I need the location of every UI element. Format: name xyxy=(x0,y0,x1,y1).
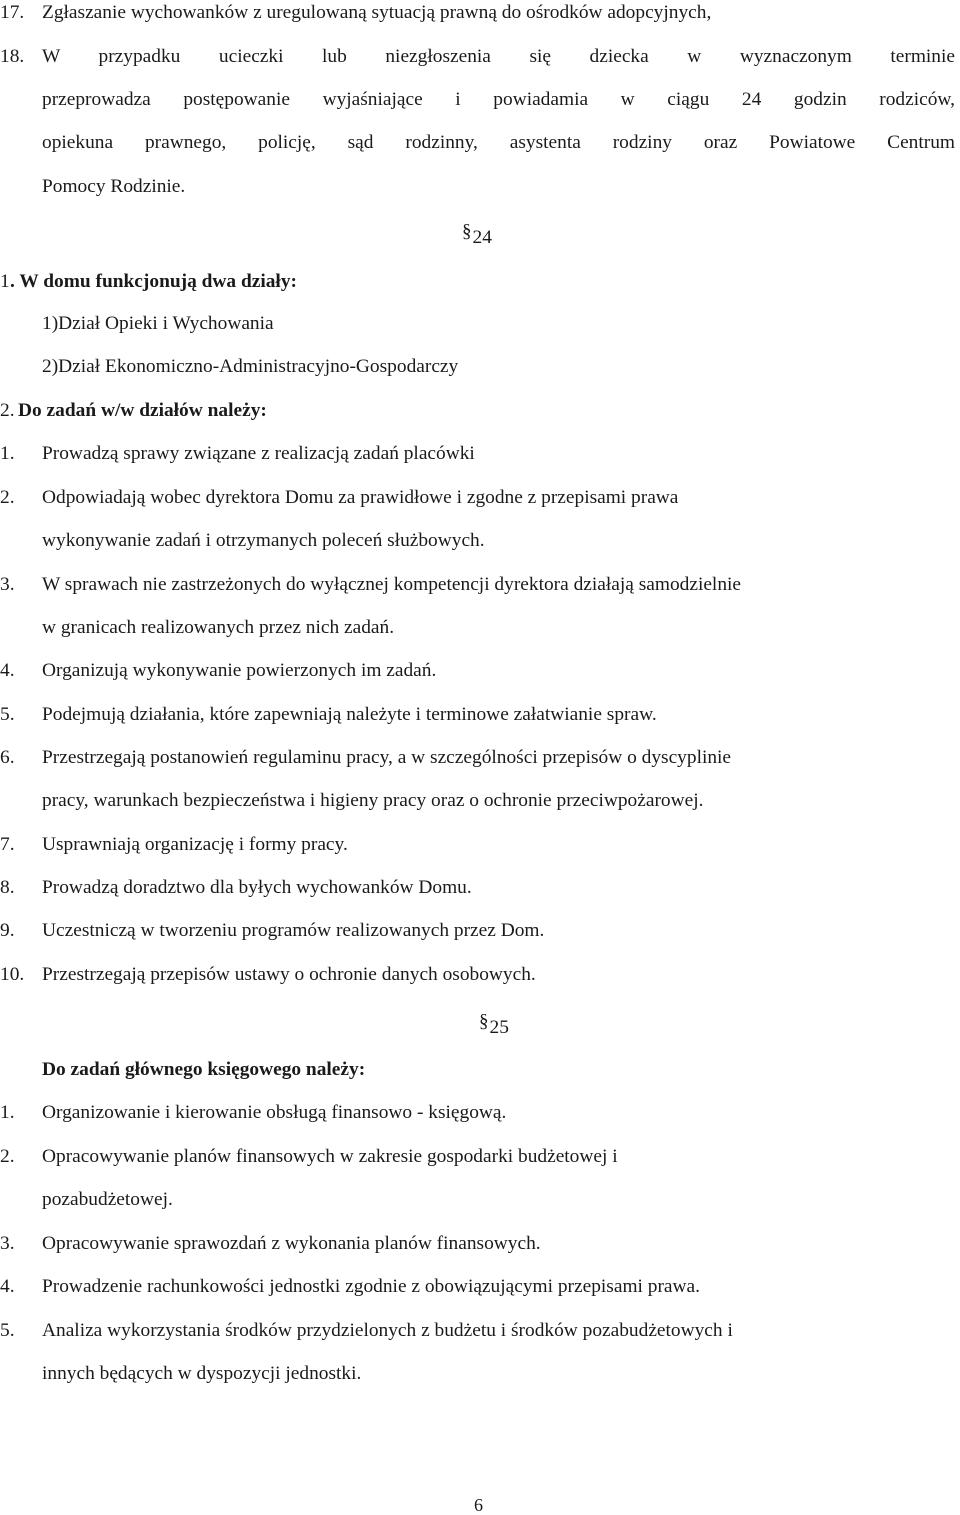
list-item-text: Przestrzegają przepisów ustawy o ochronie danych osobowych. xyxy=(42,964,536,985)
list-item-text: Uczestniczą w tworzeniu programów realizowanych przez Dom. xyxy=(42,920,545,941)
list-number: 10. xyxy=(0,964,25,985)
list-item-text: Organizują wykonywanie powierzonych im zadań. xyxy=(42,660,437,681)
section-heading xyxy=(462,222,492,247)
paragraph-number: 1 xyxy=(0,271,10,292)
list-number: 5. xyxy=(0,1320,15,1341)
list-item-text: Pomocy Rodzinie. xyxy=(42,176,186,197)
list-item-text: Podejmują działania, które zapewniają należyte i terminowe załatwianie spraw. xyxy=(42,704,657,725)
list-item-text: Zgłaszanie wychowanków z uregulowaną sytuacją prawną do ośrodków adopcyjnych, xyxy=(42,2,712,23)
list-item-text: Opracowywanie planów finansowych w zakresie gospodarki budżetowej i xyxy=(42,1146,618,1167)
paragraph-number: 2. xyxy=(0,400,15,421)
section-number: 25 xyxy=(489,1017,509,1038)
list-item-text: wykonywanie zadań i otrzymanych poleceń służbowych. xyxy=(42,530,485,551)
paragraph-heading: Do zadań w/w działów należy: xyxy=(18,400,267,421)
section-heading xyxy=(479,1012,509,1037)
list-number: 9. xyxy=(0,920,15,941)
list-number: 1. xyxy=(0,1102,15,1123)
list-item-text: Usprawniają organizację i formy pracy. xyxy=(42,834,348,855)
list-item-text: pracy, warunkach bezpieczeństwa i higieny pracy oraz o ochronie przeciwpożarowej. xyxy=(42,790,704,811)
list-number: 3. xyxy=(0,574,15,595)
list-item-text: Odpowiadają wobec dyrektora Domu za prawidłowe i zgodne z przepisami prawa xyxy=(42,487,679,508)
section-number: 24 xyxy=(472,227,492,248)
section-symbol: § xyxy=(462,221,472,242)
list-number: 2. xyxy=(0,1146,15,1167)
list-item-text: Opracowywanie sprawozdań z wykonania planów finansowych. xyxy=(42,1233,541,1254)
list-item-text: w granicach realizowanych przez nich zadań. xyxy=(42,617,395,638)
list-number: 6. xyxy=(0,747,15,768)
section-symbol: § xyxy=(479,1011,489,1032)
list-number: 5. xyxy=(0,704,15,725)
list-number: 7. xyxy=(0,834,15,855)
list-number: 8. xyxy=(0,877,15,898)
list-number: 2. xyxy=(0,487,15,508)
list-item-text: pozabudżetowej. xyxy=(42,1189,173,1210)
list-item-text: W przypadku ucieczki lub niezgłoszenia się dziecka w wyznaczonym terminie xyxy=(42,46,955,67)
list-number: 18. xyxy=(0,46,25,67)
list-item-text: Organizowanie i kierowanie obsługą finansowo - księgową. xyxy=(42,1102,507,1123)
list-item-text: Analiza wykorzystania środków przydzielonych z budżetu i środków pozabudżetowych i xyxy=(42,1320,733,1341)
page-number: 6 xyxy=(474,1495,483,1515)
list-item-text: Prowadzą doradztwo dla byłych wychowanków Domu. xyxy=(42,877,472,898)
paragraph-heading: Do zadań głównego księgowego należy: xyxy=(42,1059,366,1080)
list-number: 1. xyxy=(0,443,15,464)
list-item-text: Prowadzenie rachunkowości jednostki zgodnie z obowiązującymi przepisami prawa. xyxy=(42,1276,700,1297)
list-number: 3. xyxy=(0,1233,15,1254)
list-number: 17. xyxy=(0,2,25,23)
list-item-text: przeprowadza postępowanie wyjaśniające i powiadamia w ciągu 24 godzin rodziców, xyxy=(42,89,955,110)
list-item-text: Przestrzegają postanowień regulaminu pracy, a w szczególności przepisów o dyscyplinie xyxy=(42,747,732,768)
paragraph-heading: . W domu funkcjonują dwa działy: xyxy=(10,271,297,292)
list-item-text: Prowadzą sprawy związane z realizacją zadań placówki xyxy=(42,443,475,464)
list-item-text: opiekuna prawnego, policję, sąd rodzinny, asystenta rodziny oraz Powiatowe Centrum xyxy=(42,132,955,153)
list-item-text: W sprawach nie zastrzeżonych do wyłącznej kompetencji dyrektora działają samodzielnie xyxy=(42,574,742,595)
department-item: 1)Dział Opieki i Wychowania xyxy=(42,313,274,334)
list-number: 4. xyxy=(0,1276,15,1297)
department-item: 2)Dział Ekonomiczno-Administracyjno-Gospodarczy xyxy=(42,356,459,377)
list-item-text: innych będących w dyspozycji jednostki. xyxy=(42,1363,362,1384)
list-number: 4. xyxy=(0,660,15,681)
